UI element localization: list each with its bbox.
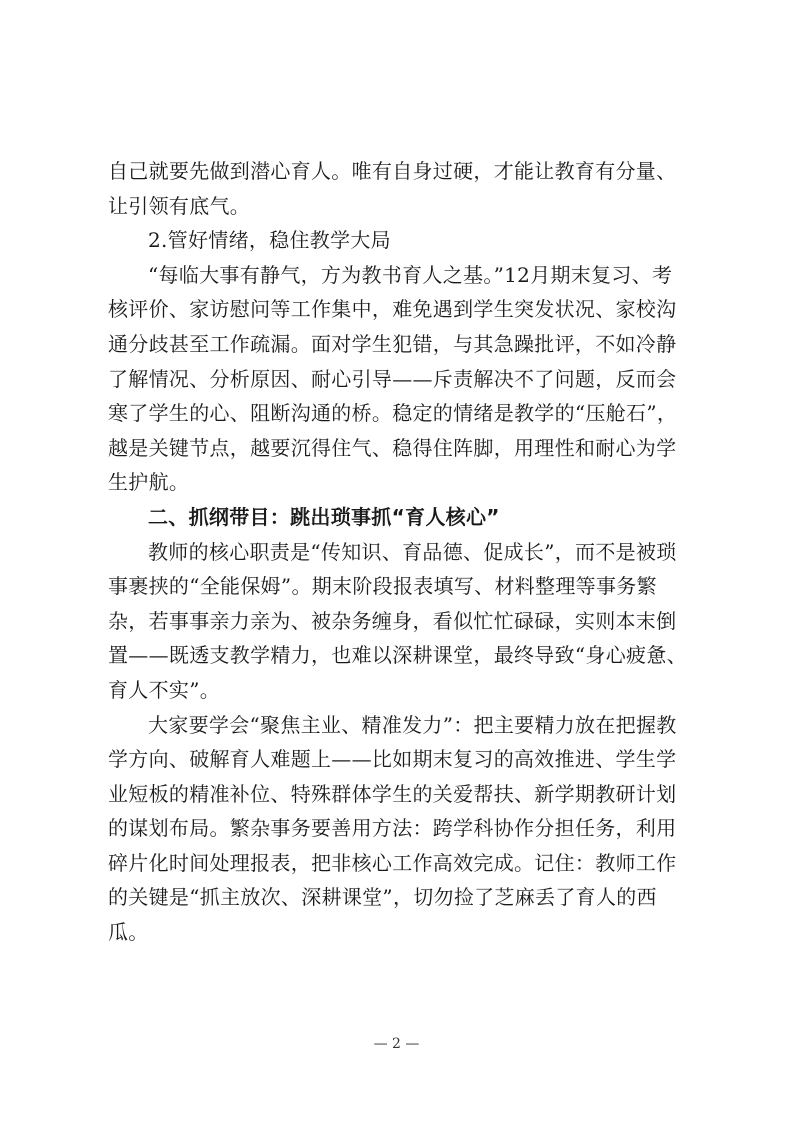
page-content: [108, 154, 688, 950]
page-number: — 2 —: [373, 1036, 420, 1052]
paragraph-focus-main-work: 大家要学会“聚焦主业、精准发力”：把主要精力放在把握教学方向、破解育人难题上——比如期末复习的高效推进、学生学业短板的精准补位、特殊群体学生的关爱帮扶、新学期教研计划的谋划布局。繁杂事务要善用方法：跨学科协作分担任务，利用碎片化时间处理报表，把非核心工作高效完成。记住：教师工作的关键是“抓主放次、深耕课堂”，切勿捡了芝麻丢了育人的西瓜。: [108, 712, 677, 945]
section-heading-two: 二、抓纲带目：跳出琐事抓“育人核心”: [148, 504, 500, 529]
paragraph-continuation: 自己就要先做到潜心育人。唯有自身过硬，才能让教育有分量、让引领有底气。: [108, 159, 677, 218]
paragraph-emotions: “每临大事有静气，方为教书育人之基。”12月期末复习、考核评价、家访慰问等工作集中，难免遇到学生突发状况、家校沟通分歧甚至工作疏漏。面对学生犯错，与其急躁批评，不如冷静了解情况、分析原因、耐心引导——斥责解决不了问题，反而会寒了学生的心、阻断沟通的桥。稳定的情绪是教学的“压舱石”，越是关键节点，越要沉得住气、稳得住阵脚，用理性和耐心为学生护航。: [108, 262, 678, 495]
subheading-manage-emotions: 2.管好情绪，稳住教学大局: [148, 228, 391, 253]
paragraph-core-duties: 教师的核心职责是“传知识、育品德、促成长”，而不是被琐事裹挟的“全能保姆”。期末阶段报表填写、材料整理等事务繁杂，若事事亲力亲为、被杂务缠身，看似忙忙碌碌，实则本末倒置——既透支教学精力，也难以深耕课堂，最终导致“身心疲惫、育人不实”。: [108, 539, 687, 702]
